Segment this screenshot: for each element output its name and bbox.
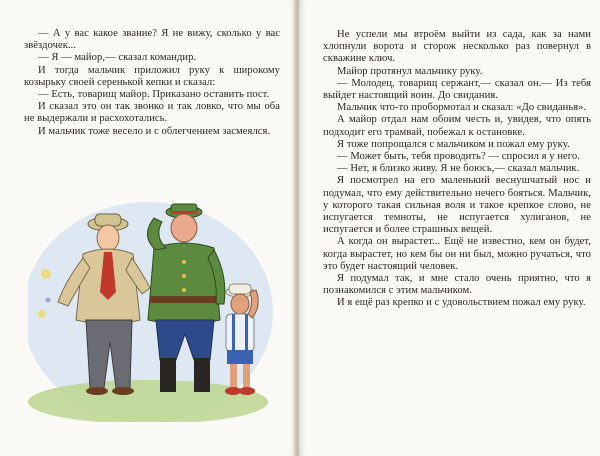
left-page	[0, 0, 296, 456]
paragraph: А когда он вырастет... Ещё не известно, кем он будет, когда вырастет, но кем бы он ни был, можно ручаться, что это будет настоящий человек.	[323, 236, 591, 272]
paragraph: Мальчик что-то пробормотал и сказал: «До свиданья».	[337, 102, 587, 114]
paragraph: Майор протянул мальчику руку.	[337, 65, 483, 77]
right-page	[299, 0, 600, 456]
light-spot	[41, 269, 51, 279]
illustration-major-boy-narrator	[28, 192, 278, 422]
paragraph: Я тоже попрощался с мальчиком и пожал ему руку.	[337, 138, 570, 150]
paragraph: — Я — майор,— сказал командир.	[38, 52, 197, 64]
paragraph: Я посмотрел на его маленький веснушчатый нос и подумал, что ему действительно нечего бояться. Мальчик, у которого такая сильная воля и такое крепкое слово, не испугается темноты, не испугается хулиганов, не испугается и более страшных вещей.	[323, 175, 591, 236]
paragraph: Я подумал так, и мне стало очень приятно, что я познакомился с этим мальчиком.	[323, 273, 591, 297]
paragraph: И мальчик тоже весело и с облегчением засмеялся.	[38, 125, 271, 137]
paragraph: И сказал это он так звонко и так ловко, что мы оба не выдержали и расхохотались.	[24, 101, 280, 125]
light-spot	[46, 298, 51, 303]
paragraph: — Есть, товарищ майор. Приказано оставить пост.	[38, 89, 270, 101]
paragraph: А майор отдал нам обоим честь и, увидев, что опять подходит его трамвай, побежал к остановке.	[323, 114, 591, 138]
light-spot	[38, 310, 46, 318]
paragraph: И я ещё раз крепко и с удовольствием пожал ему руку.	[337, 297, 586, 309]
paragraph: — Молодец, товарищ сержант,— сказал он.— Из тебя выйдет настоящий воин. До свидания.	[323, 77, 591, 102]
left-page-text	[24, 28, 280, 138]
paragraph: — Нет, я близко живу. Я не боюсь,— сказал мальчик.	[337, 163, 580, 175]
paragraph: — А у вас какое звание? Я не вижу, сколько у вас звёздочек...	[24, 28, 280, 52]
right-page-text	[323, 29, 591, 310]
paragraph: — Может быть, тебя проводить? — спросил я у него.	[337, 151, 580, 163]
paragraph: И тогда мальчик приложил руку к широкому козырьку своей серенькой кепки и сказал:	[24, 64, 280, 88]
paragraph: Не успели мы втроём выйти из сада, как за нами хлопнули ворота и сторож несколько раз повернул в скважине ключ.	[323, 29, 591, 65]
